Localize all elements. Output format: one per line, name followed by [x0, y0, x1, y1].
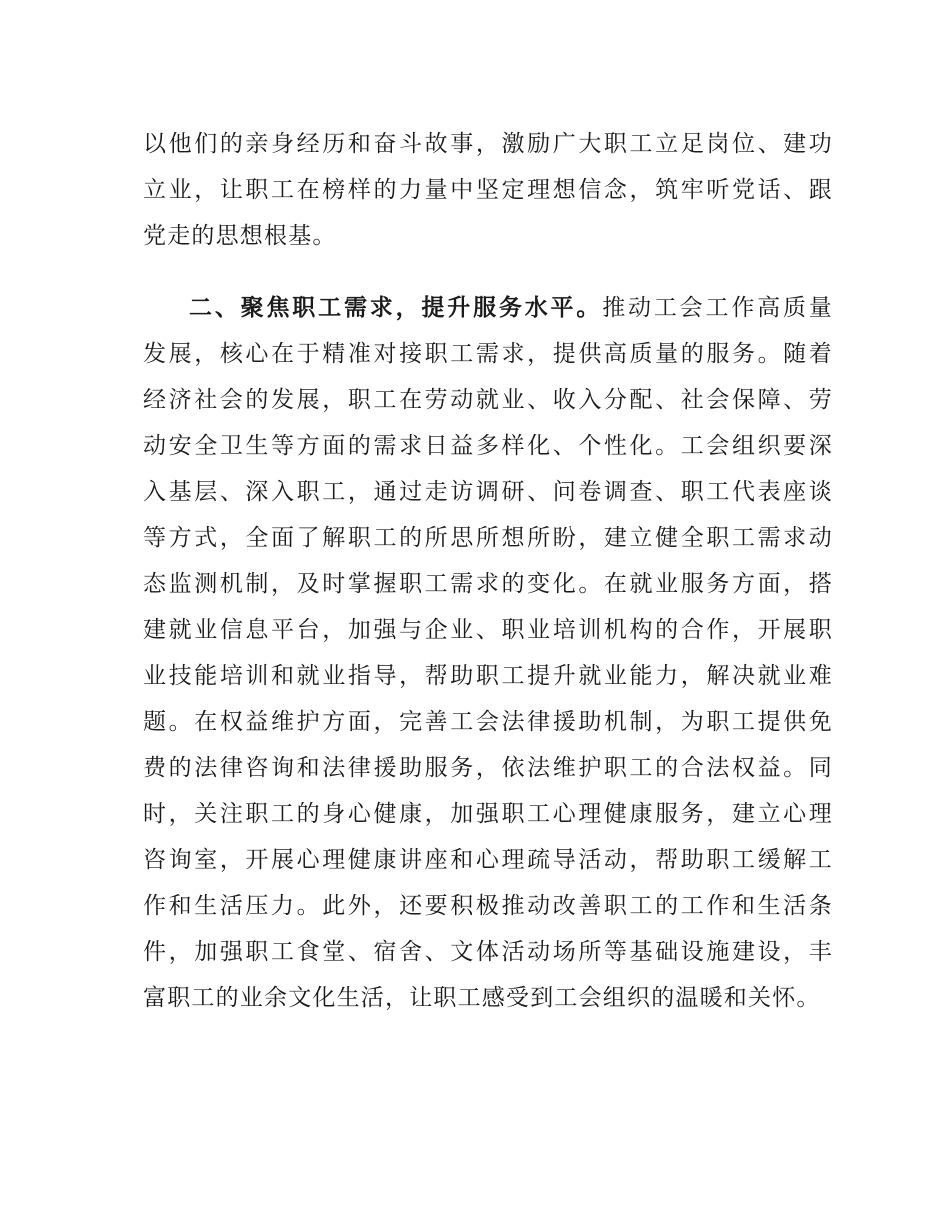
paragraph-line: 以他们的亲身经历和奋斗故事，激励广大职工立足岗位、建功 [143, 131, 833, 157]
paragraph-line: 富职工的业余文化生活，让职工感受到工会组织的温暖和关怀。 [143, 985, 821, 1011]
paragraph-line: 建就业信息平台，加强与企业、职业培训机构的合作，开展职 [143, 617, 833, 643]
paragraph-line: 入基层、深入职工，通过走访调研、问卷调查、职工代表座谈 [143, 479, 833, 505]
paragraph-line: 业技能培训和就业指导，帮助职工提升就业能力，解决就业难 [143, 663, 833, 689]
paragraph-line: 经济社会的发展，职工在劳动就业、收入分配、社会保障、劳 [143, 387, 833, 413]
section-heading: 二、聚焦职工需求，提升服务水平。 [189, 295, 603, 321]
paragraph-line: 费的法律咨询和法律援助服务，依法维护职工的合法权益。同 [143, 755, 833, 781]
paragraph-first-line [143, 285, 833, 331]
paragraph-1 [143, 121, 833, 259]
paragraph-line: 件，加强职工食堂、宿舍、文体活动场所等基础设施建设，丰 [143, 939, 833, 965]
paragraph-line: 咨询室，开展心理健康讲座和心理疏导活动，帮助职工缓解工 [143, 847, 833, 873]
paragraph-line: 党走的思想根基。 [143, 223, 337, 249]
paragraph-line: 态监测机制，及时掌握职工需求的变化。在就业服务方面，搭 [143, 571, 833, 597]
paragraph-line: 发展，核心在于精准对接职工需求，提供高质量的服务。随着 [143, 341, 833, 367]
paragraph-line: 动安全卫生等方面的需求日益多样化、个性化。工会组织要深 [143, 433, 833, 459]
paragraph-line: 作和生活压力。此外，还要积极推动改善职工的工作和生活条 [143, 893, 833, 919]
paragraph-line: 立业，让职工在榜样的力量中坚定理想信念，筑牢听党话、跟 [143, 177, 833, 203]
paragraph-line: 题。在权益维护方面，完善工会法律援助机制，为职工提供免 [143, 709, 833, 735]
paragraph-2 [143, 285, 833, 1021]
paragraph-text: 推动工会工作高质量 [602, 295, 833, 321]
paragraph-line: 等方式，全面了解职工的所思所想所盼，建立健全职工需求动 [143, 525, 833, 551]
paragraph-line: 时，关注职工的身心健康，加强职工心理健康服务，建立心理 [143, 801, 833, 827]
